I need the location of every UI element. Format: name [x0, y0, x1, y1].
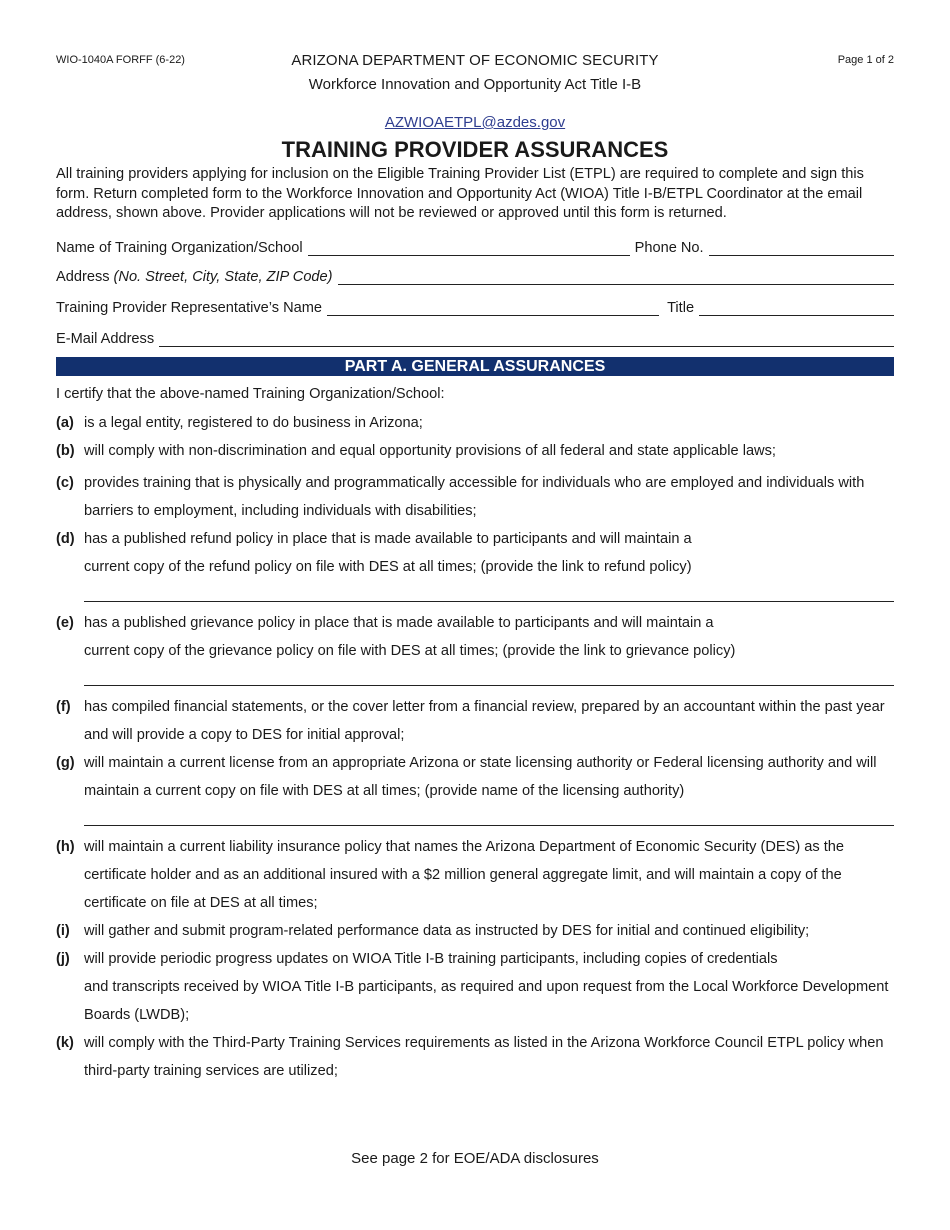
- org-name-row: [56, 240, 894, 256]
- assurance-item-f: [56, 693, 901, 749]
- item-letter: (a): [56, 415, 74, 431]
- title-label: Title: [667, 300, 695, 316]
- item-text-line-1: has a published grievance policy in place that is made available to participants and will maintain a: [84, 615, 714, 631]
- grievance-policy-link-field[interactable]: [84, 685, 894, 686]
- item-text: [84, 945, 901, 1029]
- page-number: Page 1 of 2: [837, 54, 894, 66]
- org-name-label: Name of Training Organization/School: [56, 240, 303, 256]
- item-text: provides training that is physically and programmatically accessible for individuals who are employed and individuals with barriers to employment, including individuals with disabilities;: [84, 475, 865, 519]
- contact-email-link[interactable]: AZWIOAETPL@azdes.gov: [384, 114, 566, 131]
- assurance-item-d: [56, 525, 901, 581]
- item-letter: (h): [56, 839, 75, 855]
- rep-name-label: Training Provider Representative’s Name: [56, 300, 323, 316]
- refund-policy-link-field[interactable]: [84, 601, 894, 602]
- item-text-line-1: has a published refund policy in place that is made available to participants and will maintain a: [84, 531, 692, 547]
- item-letter: (i): [56, 923, 70, 939]
- org-name-field[interactable]: [308, 243, 630, 256]
- item-text: has compiled financial statements, or the cover letter from a financial review, prepared by an accountant within the past year and will provide a copy to DES for initial approval;: [84, 699, 885, 743]
- assurance-item-g: [56, 749, 901, 805]
- assurance-item-k: [56, 1029, 901, 1085]
- assurance-item-i: [56, 917, 901, 945]
- assurance-item-c: [56, 469, 901, 525]
- assurance-item-b: [56, 437, 901, 465]
- title-field[interactable]: [699, 303, 894, 316]
- email-row: [56, 331, 894, 347]
- footer-note: See page 2 for EOE/ADA disclosures: [351, 1150, 599, 1167]
- email-label: E-Mail Address: [56, 331, 155, 347]
- item-text-line-2: current copy of the grievance policy on file with DES at all times; (provide the link to grievance policy): [84, 643, 736, 659]
- agency-name: ARIZONA DEPARTMENT OF ECONOMIC SECURITY: [291, 52, 659, 69]
- rep-name-row: [56, 300, 894, 316]
- item-text-line-1: will provide periodic progress updates on WIOA Title I-B training participants, including copies of credentials: [84, 951, 778, 967]
- email-field[interactable]: [159, 334, 894, 347]
- item-text: will maintain a current license from an appropriate Arizona or state licensing authority or Federal licensing authority and will maintain a current copy on file with DES at all times; (provide name of the licensing authority): [84, 755, 877, 799]
- part-a-heading: PART A. GENERAL ASSURANCES: [56, 357, 894, 376]
- item-letter: (c): [56, 475, 74, 491]
- item-letter: (d): [56, 531, 75, 547]
- address-hint: (No. Street, City, State, ZIP Code): [113, 269, 333, 285]
- assurance-item-e: [56, 609, 901, 665]
- item-text: will maintain a current liability insurance policy that names the Arizona Department of Economic Security (DES) as the certificate holder and as an additional insured with a $2 million general aggregate limit, and will maintain a copy of the certificate on file at DES at all times;: [84, 839, 845, 911]
- item-letter: (e): [56, 615, 74, 631]
- program-name: Workforce Innovation and Opportunity Act Title I-B: [308, 76, 642, 93]
- phone-label: Phone No.: [634, 240, 704, 256]
- phone-field[interactable]: [709, 243, 894, 256]
- rep-name-field[interactable]: [327, 303, 659, 316]
- licensing-authority-field[interactable]: [84, 825, 894, 826]
- assurance-item-j: [56, 945, 901, 1029]
- address-row: [56, 269, 894, 285]
- item-text: will gather and submit program-related performance data as instructed by DES for initial and continued eligibility;: [84, 923, 810, 939]
- item-letter: (b): [56, 443, 75, 459]
- item-text-line-2: and transcripts received by WIOA Title I-B participants, as required and upon request from the Local Workforce Development Boards (LWDB);: [84, 979, 889, 1023]
- certify-statement: I certify that the above-named Training Organization/School:: [56, 386, 445, 402]
- item-letter: (j): [56, 951, 70, 967]
- item-text: is a legal entity, registered to do business in Arizona;: [84, 415, 423, 431]
- item-text: will comply with non-discrimination and equal opportunity provisions of all federal and state applicable laws;: [84, 443, 776, 459]
- form-title: TRAINING PROVIDER ASSURANCES: [281, 137, 669, 162]
- assurance-item-h: [56, 833, 901, 917]
- item-text: will comply with the Third-Party Training Services requirements as listed in the Arizona Workforce Council ETPL policy when third-party training services are utilized;: [84, 1035, 884, 1079]
- item-letter: (g): [56, 755, 75, 771]
- form-id: WIO-1040A FORFF (6-22): [56, 54, 185, 66]
- item-text: [84, 609, 901, 665]
- contact-email: [0, 114, 950, 131]
- item-text: [84, 525, 901, 581]
- address-field[interactable]: [338, 272, 894, 285]
- intro-paragraph: All training providers applying for inclusion on the Eligible Training Provider List (ETPL) are required to complete and sign this form. Return completed form to the Workforce Innovation and Opportunity Act (WIOA) Title I-B/ETPL Coordinator at the email address, shown above. Provider applications will not be reviewed or approved until this form is returned.: [56, 166, 864, 221]
- item-letter: (f): [56, 699, 71, 715]
- item-letter: (k): [56, 1035, 74, 1051]
- assurance-item-a: [56, 409, 901, 437]
- address-label: Address: [56, 269, 110, 285]
- item-text-line-2: current copy of the refund policy on file with DES at all times; (provide the link to refund policy): [84, 559, 692, 575]
